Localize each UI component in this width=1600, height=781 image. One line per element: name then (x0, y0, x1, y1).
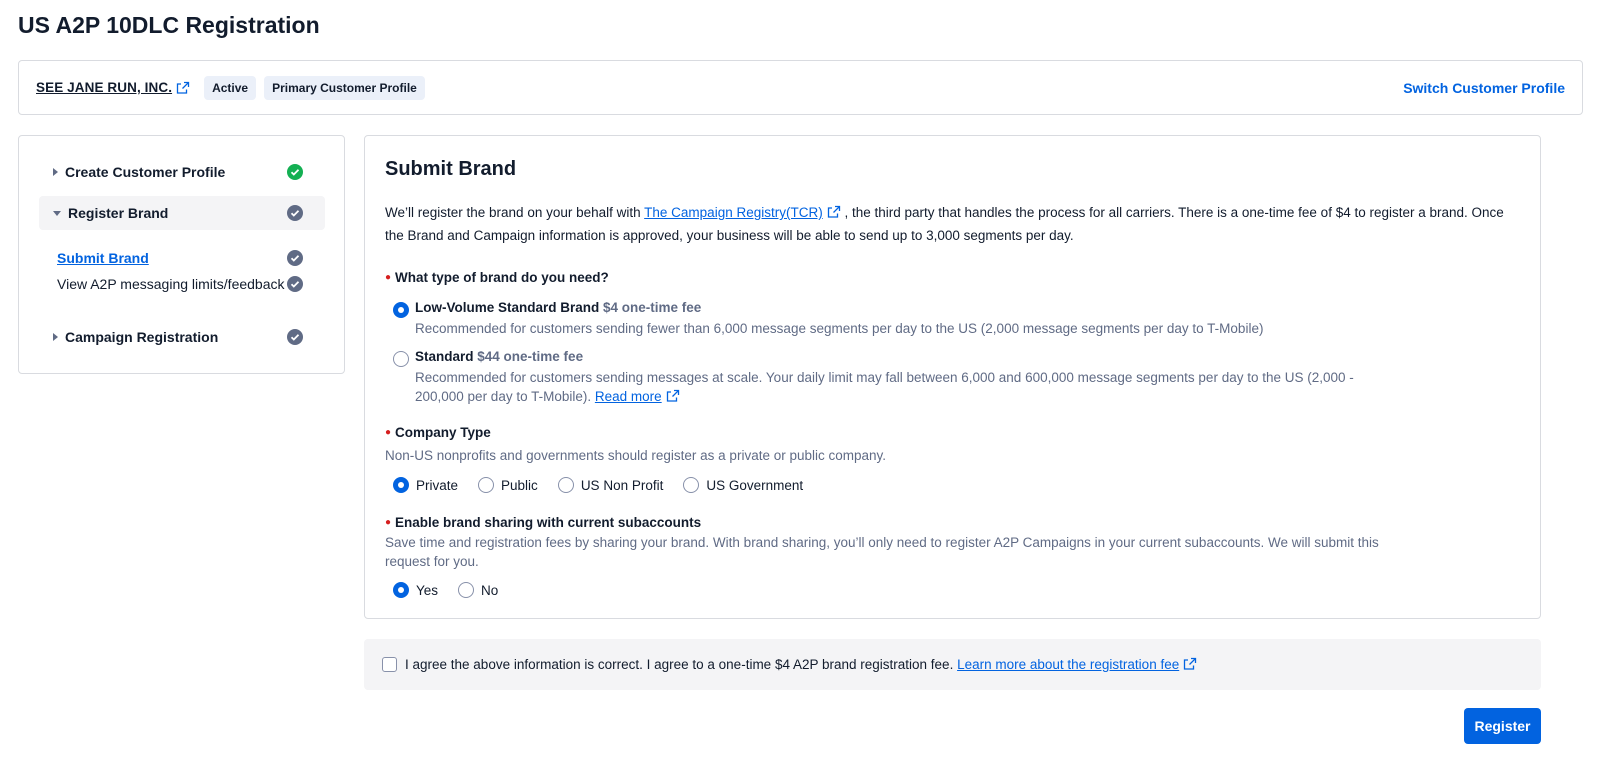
check-circle-icon (287, 250, 303, 266)
switch-customer-profile-link[interactable]: Switch Customer Profile (1403, 79, 1565, 96)
option-description (415, 368, 1385, 406)
intro-text-part: , the third party that handles the process for all carriers. There is a one-time fee of $4 to register a brand. Once the Brand and Campaign information is approved, your business will be able to send up to 3,000 segments per day. (385, 205, 1504, 243)
required-marker: ● (385, 272, 392, 283)
option-title (415, 300, 701, 315)
radio-option-private[interactable] (393, 477, 458, 493)
section-title: Submit Brand (385, 158, 517, 180)
radio-us-government[interactable] (683, 477, 699, 493)
check-circle-icon (287, 276, 303, 292)
intro-text (385, 202, 1515, 247)
required-marker: ● (385, 427, 392, 438)
agreement-text (405, 657, 1197, 672)
brand-type-label-text: What type of brand do you need? (395, 270, 609, 285)
status-badge: Active (204, 76, 256, 100)
required-marker: ● (385, 517, 392, 528)
option-description-text: Recommended for customers sending messages at scale. Your daily limit may fall between 6,000 and 600,000 message segments per day to the US (2,000 - 200,000 per day to T-Mobile). (415, 370, 1354, 404)
sidebar-subitem-label: View A2P messaging limits/feedback (57, 276, 285, 292)
sidebar-item-label: Register Brand (68, 205, 169, 221)
option-name: Low-Volume Standard Brand (415, 300, 600, 315)
brand-sharing-help: Save time and registration fees by sharing your brand. With brand sharing, you’ll only need to register A2P Campaigns in your current subaccounts. We will submit this request for you. (385, 535, 1379, 569)
option-name: Standard (415, 349, 474, 364)
external-link-icon[interactable] (666, 389, 680, 403)
agreement-bar (364, 639, 1541, 690)
radio-label: Public (501, 477, 538, 493)
registration-steps-sidebar (18, 135, 345, 374)
sidebar-subitem-view-limits[interactable] (57, 272, 325, 296)
brand-sharing-label-text: Enable brand sharing with current subaccounts (395, 515, 702, 530)
external-link-icon[interactable] (1183, 657, 1197, 671)
external-link-icon[interactable] (176, 81, 190, 95)
radio-label: No (481, 582, 499, 598)
page-title: US A2P 10DLC Registration (18, 12, 320, 38)
registration-fee-link[interactable]: Learn more about the registration fee (957, 657, 1180, 672)
sidebar-item-label: Campaign Registration (65, 329, 219, 345)
brand-type-label (385, 270, 609, 285)
tcr-link[interactable]: The Campaign Registry(TCR) (644, 205, 823, 220)
chevron-right-icon (53, 168, 58, 176)
sidebar-item-label: Create Customer Profile (65, 164, 226, 180)
radio-option-yes[interactable] (393, 582, 438, 598)
sidebar-subitem-label: Submit Brand (57, 250, 149, 266)
external-link-icon[interactable] (827, 205, 841, 219)
sidebar-subitem-submit-brand[interactable] (57, 246, 325, 270)
company-type-radio-group (393, 477, 823, 493)
radio-us-non-profit[interactable] (558, 477, 574, 493)
brand-sharing-radio-group (393, 582, 518, 598)
agreement-text-part: I agree the above information is correct. I agree to a one-time $4 A2P brand registration fee. (405, 657, 958, 672)
primary-profile-badge: Primary Customer Profile (264, 76, 425, 100)
check-circle-icon (287, 205, 303, 221)
register-button[interactable]: Register (1464, 708, 1541, 744)
customer-profile-name-link[interactable]: SEE JANE RUN, INC. (36, 80, 173, 95)
radio-label: Yes (416, 582, 439, 598)
company-type-label-text: Company Type (395, 425, 491, 440)
chevron-right-icon (53, 333, 58, 341)
submit-brand-card (364, 135, 1541, 619)
sidebar-item-campaign-registration[interactable] (39, 320, 325, 354)
sidebar-item-register-brand[interactable] (39, 196, 325, 230)
radio-yes[interactable] (393, 582, 409, 598)
sidebar-item-create-customer-profile[interactable] (39, 155, 325, 189)
check-circle-icon (287, 164, 303, 180)
radio-label: US Government (706, 477, 804, 493)
radio-low-volume-standard[interactable] (393, 302, 409, 318)
company-type-help: Non-US nonprofits and governments should register as a private or public company. (385, 448, 887, 463)
option-fee: $4 one-time fee (603, 300, 702, 315)
radio-public[interactable] (478, 477, 494, 493)
radio-option-us-non-profit[interactable] (558, 477, 664, 493)
read-more-link[interactable]: Read more (594, 389, 662, 404)
radio-label: US Non Profit (580, 477, 664, 493)
chevron-down-icon (53, 211, 61, 216)
option-fee: $44 one-time fee (477, 349, 584, 364)
brand-sharing-label (385, 515, 701, 530)
customer-profile-bar (18, 60, 1583, 115)
agreement-checkbox[interactable] (382, 657, 397, 672)
radio-standard[interactable] (393, 351, 409, 367)
radio-private[interactable] (393, 477, 409, 493)
radio-no[interactable] (458, 582, 474, 598)
intro-text-part: We’ll register the brand on your behalf with (385, 205, 645, 220)
radio-option-no[interactable] (458, 582, 498, 598)
radio-option-us-government[interactable] (683, 477, 803, 493)
check-circle-icon (287, 329, 303, 345)
company-type-label (385, 425, 491, 440)
option-title (415, 349, 583, 364)
radio-label: Private (416, 477, 459, 493)
radio-option-public[interactable] (478, 477, 538, 493)
option-description: Recommended for customers sending fewer than 6,000 message segments per day to the US (2,000 message segments per day to T-Mobile) (415, 321, 1264, 336)
